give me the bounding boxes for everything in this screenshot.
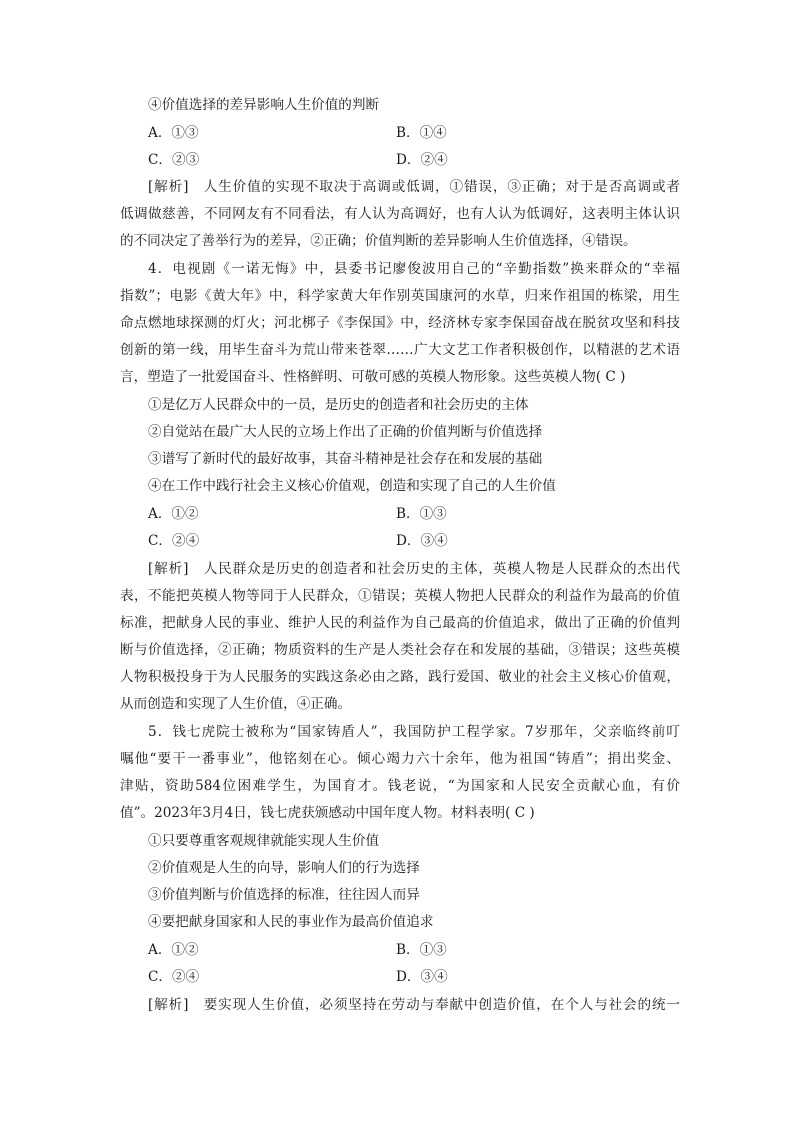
q3-choice-d: D．②④	[396, 152, 448, 168]
q4-analysis-line: 表，不能把英模人物等同于人民群众，①错误；英模人物把人民群众的利益作为最高的价值	[120, 588, 680, 604]
q4-stem-line: 言，塑造了一批爱国奋斗、性格鲜明、可敬可感的英模人物形象。这些英模人物( C )	[120, 369, 626, 385]
q3-analysis-line: 的不同决定了善举行为的差异，②正确；价值判断的差异影响人生价值选择，④错误。	[120, 233, 637, 249]
q4-option-2: ②自觉站在最广大人民的立场上作出了正确的价值判断与价值选择	[148, 424, 543, 440]
q3-choice-b: B．①④	[396, 125, 447, 141]
q4-analysis-line: 人物积极投身于为人民服务的实践这条必由之路，践行爱国、敬业的社会主义核心价值观，	[120, 669, 680, 685]
q4-option-4: ④在工作中践行社会主义核心价值观，创造和实现了自己的人生价值	[148, 478, 556, 494]
q4-stem-line: 4．电视剧《一诺无悔》中，县委书记廖俊波用自己的“辛勤指数”换来群众的“幸福	[148, 261, 680, 277]
q4-choice-a: A．①②	[148, 506, 199, 522]
q5-stem-line: 嘱他“要干一番事业”，他铭刻在心。倾心竭力六十余年，他为祖国“铸盾”；捐出奖金、	[120, 751, 680, 767]
q3-analysis-line: 低调做慈善，不同网友有不同看法，有人认为高调好，也有人认为低调好，这表明主体认识	[120, 206, 680, 222]
q4-option-1: ①是亿万人民群众中的一员，是历史的创造者和社会历史的主体	[148, 397, 529, 413]
q3-choice-c: C．②③	[148, 152, 200, 168]
q5-choice-b: B．①③	[396, 942, 447, 958]
q5-stem-line: 5．钱七虎院士被称为“国家铸盾人”，我国防护工程学家。7岁那年，父亲临终前叮	[148, 724, 680, 740]
q3-option-4: ④价值选择的差异影响人生价值的判断	[148, 97, 380, 113]
q4-analysis-line: 断与价值选择，②正确；物质资料的生产是人类社会存在和发展的基础，③错误；这些英模	[120, 642, 680, 658]
q4-choice-d: D．③④	[396, 533, 448, 549]
q5-option-1: ①只要尊重客观规律就能实现人生价值	[148, 833, 380, 849]
q4-stem-line: 指数”；电影《黄大年》中，科学家黄大年作别英国康河的水草，归来作祖国的栋梁，用生	[120, 288, 680, 304]
q4-choice-c: C．②④	[148, 533, 200, 549]
q4-analysis-line: 标准，把献身人民的事业、维护人民的利益作为自己最高的价值追求，做出了正确的价值判	[120, 615, 680, 631]
q4-analysis-line: [解析] 人民群众是历史的创造者和社会历史的主体，英模人物是人民群众的杰出代	[148, 561, 680, 577]
q5-option-4: ④要把献身国家和人民的事业作为最高价值追求	[148, 914, 434, 930]
q5-option-3: ③价值判断与价值选择的标准，往往因人而异	[148, 887, 420, 903]
q4-stem-line: 创新的第一线，用毕生奋斗为荒山带来苍翠……广大文艺工作者积极创作，以精湛的艺术语	[120, 342, 680, 358]
q3-analysis-line: [解析] 人生价值的实现不取决于高调或低调，①错误，③正确；对于是否高调或者	[148, 179, 680, 195]
q5-choice-c: C．②④	[148, 969, 200, 985]
q4-stem-line: 命点燃地球探测的灯火；河北梆子《李保国》中，经济林专家李保国奋战在脱贫攻坚和科技	[120, 315, 680, 331]
q5-choice-a: A．①②	[148, 942, 199, 958]
q4-analysis-line: 从而创造和实现了人生价值，④正确。	[120, 696, 352, 712]
q5-stem-line: 值”。2023年3月4日，钱七虎获颁感动中国年度人物。材料表明( C )	[120, 805, 535, 821]
q5-choice-d: D．③④	[396, 969, 448, 985]
q4-option-3: ③谱写了新时代的最好故事，其奋斗精神是社会存在和发展的基础	[148, 451, 543, 467]
q5-option-2: ②价值观是人生的向导，影响人们的行为选择	[148, 860, 420, 876]
q3-choice-a: A．①③	[148, 125, 199, 141]
q4-choice-b: B．①③	[396, 506, 447, 522]
q5-analysis-line: [解析] 要实现人生价值，必须坚持在劳动与奉献中创造价值，在个人与社会的统一	[148, 997, 680, 1013]
q5-stem-line: 津贴，资助584位困难学生，为国育才。钱老说，“为国家和人民安全贡献心血，有价	[120, 778, 680, 794]
